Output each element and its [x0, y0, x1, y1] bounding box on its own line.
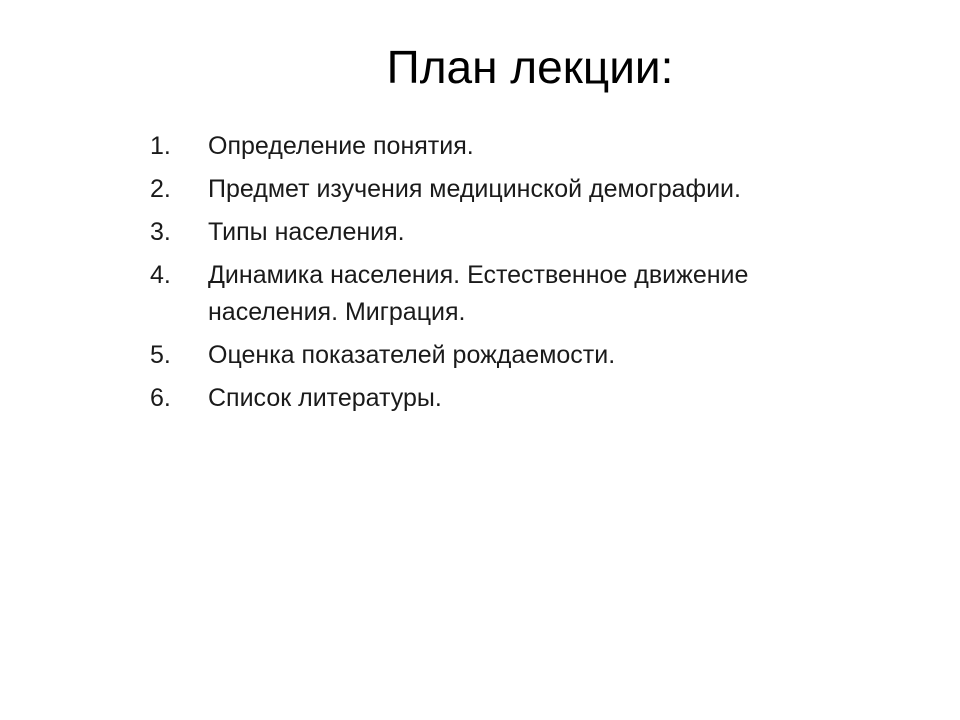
list-item-number: 3.	[150, 218, 171, 246]
list-item-number: 4.	[150, 261, 171, 289]
list-item	[150, 337, 870, 374]
list-item	[150, 257, 870, 331]
list-item-text: Динамика населения. Естественное движение населения. Миграция.	[208, 261, 749, 326]
list-item-text: Список литературы.	[208, 384, 442, 412]
slide-title: План лекции:	[386, 41, 674, 93]
list-item-text: Типы населения.	[208, 218, 405, 246]
lecture-plan-list	[150, 128, 870, 423]
list-item	[150, 380, 870, 417]
list-item-number: 6.	[150, 384, 171, 412]
list-item-text: Предмет изучения медицинской демографии.	[208, 175, 741, 203]
list-item	[150, 214, 870, 251]
list-item	[150, 171, 870, 208]
list-item-number: 1.	[150, 132, 171, 160]
list-item-text: Определение понятия.	[208, 132, 474, 160]
list-item	[150, 128, 870, 165]
list-item-text: Оценка показателей рождаемости.	[208, 341, 616, 369]
list-item-number: 5.	[150, 341, 171, 369]
list-item-number: 2.	[150, 175, 171, 203]
